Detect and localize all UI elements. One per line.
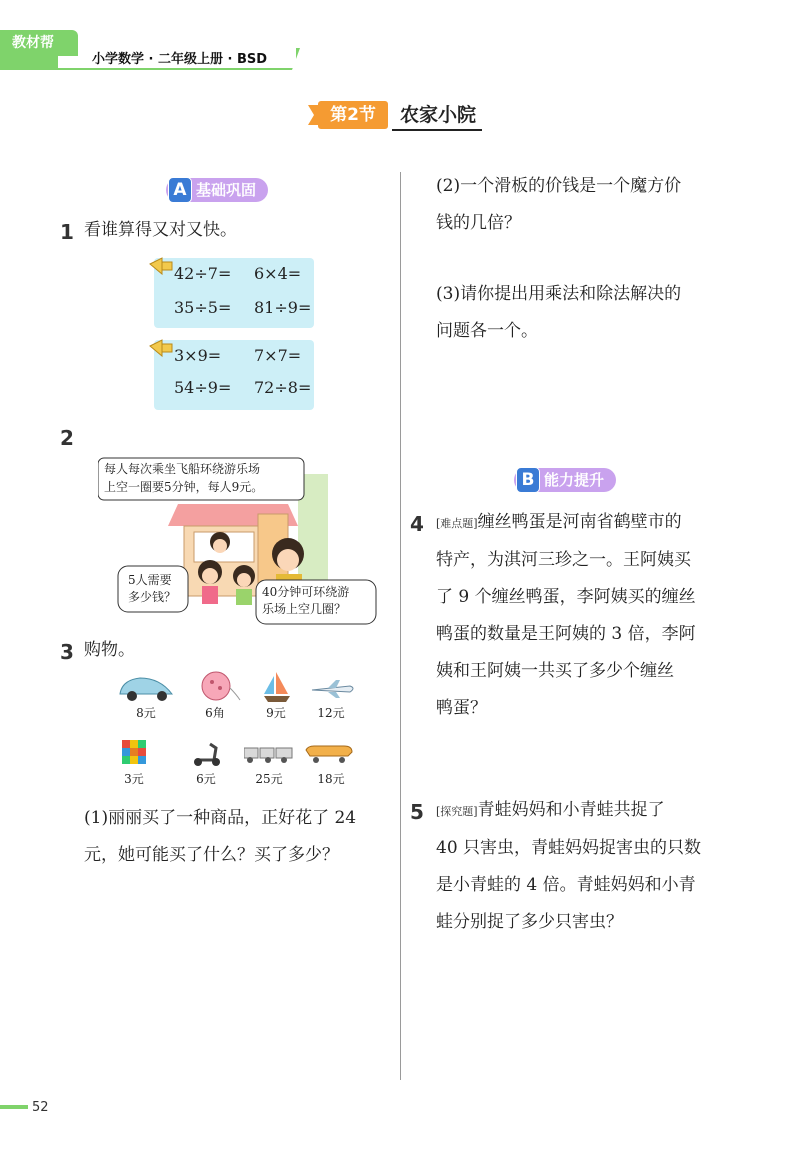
q4-tag: [难点题] [436,517,478,530]
column-divider [400,172,401,1080]
text-line: 了 9 个缠丝鸭蛋，李阿姨买的缠丝 [436,587,696,607]
q4-number: 4 [410,512,424,536]
q5-text [436,792,701,941]
text-line: 缠丝鸭蛋是河南省鹤壁市的 [477,512,682,532]
price-label: 6角 [205,706,225,720]
calc-group-1 [154,258,314,328]
trumpet-icon [148,336,176,360]
brand-tab: 教材帮 [0,30,78,56]
text-line: 问题各一个。 [436,321,538,341]
text-line: 钱的几倍？ [436,213,521,233]
price-label: 12元 [317,706,345,720]
q1-text: 看谁算得又对又快。 [84,220,237,240]
text-line: (3)请你提出用乘法和除法解决的 [436,284,682,304]
bubble-2 [262,584,349,618]
part-b-heading [514,468,616,492]
airplane-icon [310,678,356,700]
calc-item: 42÷7= [174,264,232,283]
sign-line: 上空一圈要5分钟，每人9元。 [104,480,264,494]
car-icon [116,672,176,702]
text-line: 特产，为淇河三珍之一。王阿姨买 [436,550,691,570]
trumpet-icon [148,254,176,278]
calc-item: 7×7= [254,346,302,365]
text-line: (2)一个滑板的价钱是一个魔方价 [436,176,682,196]
bubble-line: 多少钱？ [128,590,177,604]
price-label: 9元 [266,706,286,720]
bubble-line: 乐场上空几圈？ [262,602,347,616]
text-line: (1)丽丽买了一种商品，正好花了 24 [84,808,357,828]
calc-item: 35÷5= [174,298,232,317]
price-label: 18元 [317,772,345,786]
sign-text [104,460,263,496]
q2-illustration [98,454,378,628]
skateboard-icon [304,744,354,764]
text-line: 青蛙妈妈和小青蛙共捉了 [477,800,665,820]
text-line: 鸭蛋？ [436,698,487,718]
q3-sub2 [436,168,681,242]
text-line: 姨和王阿姨一共买了多少个缠丝 [436,661,674,681]
price-label: 25元 [255,772,283,786]
text-line: 40 只害虫，青蛙妈妈捉害虫的只数 [436,838,702,858]
calc-item: 3×9= [174,346,222,365]
sailboat-icon [262,670,292,704]
section-title: 农家小院 [392,101,482,131]
rubiks-cube-icon [122,740,146,764]
q4-text [436,504,696,727]
q5-number: 5 [410,800,424,824]
q3-sub1 [84,800,356,874]
page-bar [0,1105,28,1109]
calc-item: 81÷9= [254,298,312,317]
section-number: 第2节 [318,101,388,129]
q3-sub3 [436,276,681,350]
section-notch [308,105,318,125]
price-label: 8元 [136,706,156,720]
bubble-line: 5人需要 [128,573,172,587]
part-a-label: 基础巩固 [196,181,257,199]
text-line: 鸭蛋的数量是王阿姨的 3 倍，李阿 [436,624,696,644]
calc-group-2 [154,340,314,410]
part-a-letter: A [168,177,192,203]
part-b-label: 能力提升 [544,471,605,489]
price-label: 6元 [196,772,216,786]
bubble-1 [128,572,176,606]
scooter-icon [192,738,222,768]
book-title: 小学数学 · 二年级上册 · BSD [92,52,268,67]
q2-number: 2 [60,426,74,450]
q1-number: 1 [60,220,74,244]
sign-line: 每人每次乘坐飞船环绕游乐场 [104,462,261,476]
calc-item: 6×4= [254,264,302,283]
text-line: 蛙分别捉了多少只害虫？ [436,912,623,932]
text-line: 是小青蛙的 4 倍。青蛙妈妈和小青 [436,875,696,895]
q3-text: 购物。 [84,640,135,660]
train-icon [244,744,294,764]
text-line: 元，她可能买了什么？买了多少？ [84,845,339,865]
q3-number: 3 [60,640,74,664]
calc-item: 72÷8= [254,378,312,397]
part-a-heading [166,178,268,202]
page-number: 52 [32,1100,49,1115]
price-label: 3元 [124,772,144,786]
q5-tag: [探究题] [436,805,478,818]
part-b-letter: B [516,467,540,493]
calc-item: 54÷9= [174,378,232,397]
ball-icon [198,670,242,704]
bubble-line: 40分钟可环绕游 [262,585,350,599]
